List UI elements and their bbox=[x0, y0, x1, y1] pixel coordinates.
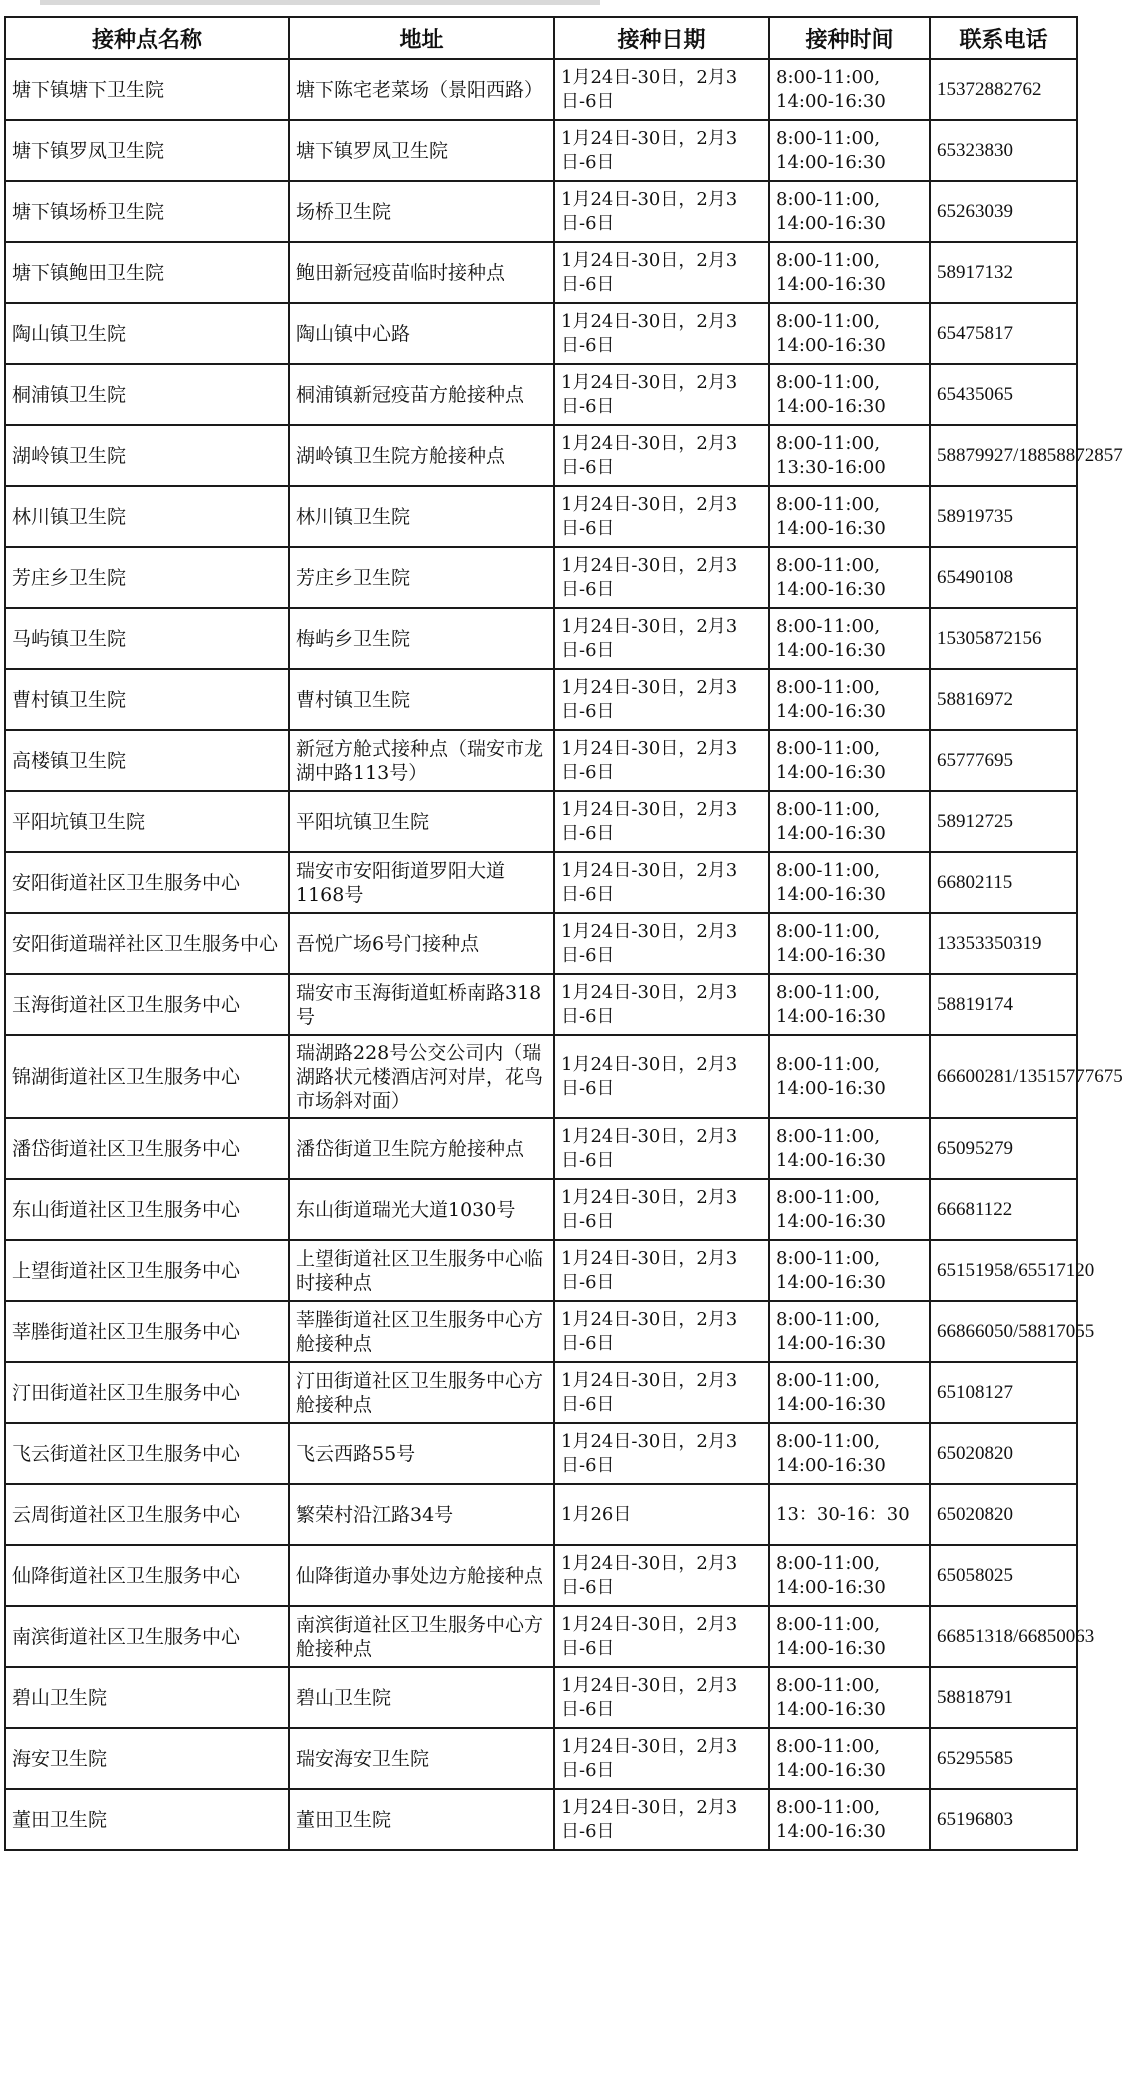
table-row bbox=[5, 1423, 1077, 1484]
table-row bbox=[5, 120, 1077, 181]
site-name-cell: 海安卫生院 bbox=[5, 1728, 289, 1789]
time-cell: 8:00-11:00, 14:00-16:30 bbox=[769, 791, 930, 852]
phone-cell: 65777695 bbox=[930, 730, 1077, 791]
site-name-cell: 马屿镇卫生院 bbox=[5, 608, 289, 669]
time-cell: 8:00-11:00, 14:00-16:30 bbox=[769, 669, 930, 730]
cropped-title-remnant bbox=[40, 0, 600, 5]
time-cell: 8:00-11:00, 14:00-16:30 bbox=[769, 852, 930, 913]
address-cell: 董田卫生院 bbox=[289, 1789, 554, 1850]
table-row bbox=[5, 791, 1077, 852]
phone-cell: 58917132 bbox=[930, 242, 1077, 303]
date-cell: 1月24日-30日，2月3日-6日 bbox=[554, 730, 769, 791]
site-name-cell: 芳庄乡卫生院 bbox=[5, 547, 289, 608]
time-cell: 8:00-11:00, 14:00-16:30 bbox=[769, 303, 930, 364]
time-cell: 8:00-11:00, 14:00-16:30 bbox=[769, 547, 930, 608]
site-name-cell: 陶山镇卫生院 bbox=[5, 303, 289, 364]
address-cell: 桐浦镇新冠疫苗方舱接种点 bbox=[289, 364, 554, 425]
table-row bbox=[5, 913, 1077, 974]
time-cell: 8:00-11:00, 14:00-16:30 bbox=[769, 974, 930, 1035]
address-cell: 上望街道社区卫生服务中心临时接种点 bbox=[289, 1240, 554, 1301]
site-name-cell: 东山街道社区卫生服务中心 bbox=[5, 1179, 289, 1240]
time-cell: 8:00-11:00, 14:00-16:30 bbox=[769, 1423, 930, 1484]
address-cell: 汀田街道社区卫生服务中心方舱接种点 bbox=[289, 1362, 554, 1423]
date-cell: 1月24日-30日，2月3日-6日 bbox=[554, 425, 769, 486]
phone-cell: 65020820 bbox=[930, 1423, 1077, 1484]
table-row bbox=[5, 1545, 1077, 1606]
date-cell: 1月24日-30日，2月3日-6日 bbox=[554, 364, 769, 425]
phone-cell: 15305872156 bbox=[930, 608, 1077, 669]
date-cell: 1月24日-30日，2月3日-6日 bbox=[554, 1362, 769, 1423]
phone-cell: 58879927/18858872857 bbox=[930, 425, 1077, 486]
date-cell: 1月24日-30日，2月3日-6日 bbox=[554, 59, 769, 120]
date-cell: 1月24日-30日，2月3日-6日 bbox=[554, 1728, 769, 1789]
date-cell: 1月24日-30日，2月3日-6日 bbox=[554, 242, 769, 303]
time-cell: 8:00-11:00, 14:00-16:30 bbox=[769, 1362, 930, 1423]
phone-cell: 65108127 bbox=[930, 1362, 1077, 1423]
date-cell: 1月24日-30日，2月3日-6日 bbox=[554, 1035, 769, 1118]
header-time: 接种时间 bbox=[769, 17, 930, 59]
phone-cell: 58818791 bbox=[930, 1667, 1077, 1728]
phone-cell: 65020820 bbox=[930, 1484, 1077, 1545]
site-name-cell: 桐浦镇卫生院 bbox=[5, 364, 289, 425]
time-cell: 8:00-11:00, 14:00-16:30 bbox=[769, 1606, 930, 1667]
phone-cell: 15372882762 bbox=[930, 59, 1077, 120]
address-cell: 塘下陈宅老菜场（景阳西路） bbox=[289, 59, 554, 120]
date-cell: 1月24日-30日，2月3日-6日 bbox=[554, 1240, 769, 1301]
table-row bbox=[5, 1606, 1077, 1667]
date-cell: 1月24日-30日，2月3日-6日 bbox=[554, 303, 769, 364]
table-row bbox=[5, 852, 1077, 913]
table-row bbox=[5, 1789, 1077, 1850]
phone-cell: 65490108 bbox=[930, 547, 1077, 608]
time-cell: 8:00-11:00, 14:00-16:30 bbox=[769, 1301, 930, 1362]
phone-cell: 58819174 bbox=[930, 974, 1077, 1035]
address-cell: 仙降街道办事处边方舱接种点 bbox=[289, 1545, 554, 1606]
site-name-cell: 安阳街道社区卫生服务中心 bbox=[5, 852, 289, 913]
site-name-cell: 湖岭镇卫生院 bbox=[5, 425, 289, 486]
time-cell: 8:00-11:00, 14:00-16:30 bbox=[769, 364, 930, 425]
table-row bbox=[5, 669, 1077, 730]
time-cell: 13：30-16：30 bbox=[769, 1484, 930, 1545]
address-cell: 曹村镇卫生院 bbox=[289, 669, 554, 730]
date-cell: 1月24日-30日，2月3日-6日 bbox=[554, 1179, 769, 1240]
time-cell: 8:00-11:00, 14:00-16:30 bbox=[769, 59, 930, 120]
phone-cell: 66802115 bbox=[930, 852, 1077, 913]
site-name-cell: 塘下镇罗凤卫生院 bbox=[5, 120, 289, 181]
phone-cell: 65323830 bbox=[930, 120, 1077, 181]
date-cell: 1月24日-30日，2月3日-6日 bbox=[554, 669, 769, 730]
address-cell: 东山街道瑞光大道1030号 bbox=[289, 1179, 554, 1240]
site-name-cell: 碧山卫生院 bbox=[5, 1667, 289, 1728]
phone-cell: 58912725 bbox=[930, 791, 1077, 852]
phone-cell: 66681122 bbox=[930, 1179, 1077, 1240]
phone-cell: 65095279 bbox=[930, 1118, 1077, 1179]
site-name-cell: 莘塍街道社区卫生服务中心 bbox=[5, 1301, 289, 1362]
time-cell: 8:00-11:00, 14:00-16:30 bbox=[769, 181, 930, 242]
header-phone: 联系电话 bbox=[930, 17, 1077, 59]
date-cell: 1月24日-30日，2月3日-6日 bbox=[554, 608, 769, 669]
time-cell: 8:00-11:00, 14:00-16:30 bbox=[769, 913, 930, 974]
phone-cell: 58919735 bbox=[930, 486, 1077, 547]
phone-cell: 65196803 bbox=[930, 1789, 1077, 1850]
address-cell: 塘下镇罗凤卫生院 bbox=[289, 120, 554, 181]
site-name-cell: 汀田街道社区卫生服务中心 bbox=[5, 1362, 289, 1423]
address-cell: 鲍田新冠疫苗临时接种点 bbox=[289, 242, 554, 303]
site-name-cell: 高楼镇卫生院 bbox=[5, 730, 289, 791]
time-cell: 8:00-11:00, 14:00-16:30 bbox=[769, 1179, 930, 1240]
time-cell: 8:00-11:00, 14:00-16:30 bbox=[769, 1240, 930, 1301]
address-cell: 碧山卫生院 bbox=[289, 1667, 554, 1728]
time-cell: 8:00-11:00, 14:00-16:30 bbox=[769, 1035, 930, 1118]
date-cell: 1月24日-30日，2月3日-6日 bbox=[554, 547, 769, 608]
header-site-name: 接种点名称 bbox=[5, 17, 289, 59]
table-row bbox=[5, 547, 1077, 608]
time-cell: 8:00-11:00, 14:00-16:30 bbox=[769, 1728, 930, 1789]
time-cell: 8:00-11:00, 14:00-16:30 bbox=[769, 120, 930, 181]
site-name-cell: 仙降街道社区卫生服务中心 bbox=[5, 1545, 289, 1606]
time-cell: 8:00-11:00, 14:00-16:30 bbox=[769, 1789, 930, 1850]
date-cell: 1月24日-30日，2月3日-6日 bbox=[554, 1606, 769, 1667]
date-cell: 1月24日-30日，2月3日-6日 bbox=[554, 1423, 769, 1484]
vaccination-sites-table bbox=[4, 16, 1123, 1851]
table-row bbox=[5, 425, 1077, 486]
table-row bbox=[5, 974, 1077, 1035]
date-cell: 1月24日-30日，2月3日-6日 bbox=[554, 1667, 769, 1728]
table-row bbox=[5, 486, 1077, 547]
date-cell: 1月24日-30日，2月3日-6日 bbox=[554, 1118, 769, 1179]
site-name-cell: 潘岱街道社区卫生服务中心 bbox=[5, 1118, 289, 1179]
time-cell: 8:00-11:00, 14:00-16:30 bbox=[769, 1667, 930, 1728]
address-cell: 南滨街道社区卫生服务中心方舱接种点 bbox=[289, 1606, 554, 1667]
site-name-cell: 安阳街道瑞祥社区卫生服务中心 bbox=[5, 913, 289, 974]
site-name-cell: 林川镇卫生院 bbox=[5, 486, 289, 547]
address-cell: 湖岭镇卫生院方舱接种点 bbox=[289, 425, 554, 486]
time-cell: 8:00-11:00, 14:00-16:30 bbox=[769, 486, 930, 547]
address-cell: 芳庄乡卫生院 bbox=[289, 547, 554, 608]
header-date: 接种日期 bbox=[554, 17, 769, 59]
table-row bbox=[5, 1240, 1077, 1301]
table-row bbox=[5, 608, 1077, 669]
date-cell: 1月24日-30日，2月3日-6日 bbox=[554, 974, 769, 1035]
date-cell: 1月24日-30日，2月3日-6日 bbox=[554, 791, 769, 852]
time-cell: 8:00-11:00, 14:00-16:30 bbox=[769, 730, 930, 791]
address-cell: 瑞安市玉海街道虹桥南路318号 bbox=[289, 974, 554, 1035]
time-cell: 8:00-11:00, 14:00-16:30 bbox=[769, 1118, 930, 1179]
table-row bbox=[5, 364, 1077, 425]
address-cell: 吾悦广场6号门接种点 bbox=[289, 913, 554, 974]
phone-cell: 13353350319 bbox=[930, 913, 1077, 974]
address-cell: 潘岱街道卫生院方舱接种点 bbox=[289, 1118, 554, 1179]
table-row bbox=[5, 59, 1077, 120]
address-cell: 飞云西路55号 bbox=[289, 1423, 554, 1484]
date-cell: 1月24日-30日，2月3日-6日 bbox=[554, 913, 769, 974]
date-cell: 1月24日-30日，2月3日-6日 bbox=[554, 1789, 769, 1850]
address-cell: 繁荣村沿江路34号 bbox=[289, 1484, 554, 1545]
table-row bbox=[5, 1179, 1077, 1240]
site-name-cell: 平阳坑镇卫生院 bbox=[5, 791, 289, 852]
site-name-cell: 塘下镇鲍田卫生院 bbox=[5, 242, 289, 303]
time-cell: 8:00-11:00, 14:00-16:30 bbox=[769, 1545, 930, 1606]
address-cell: 梅屿乡卫生院 bbox=[289, 608, 554, 669]
table-row bbox=[5, 181, 1077, 242]
phone-cell: 65295585 bbox=[930, 1728, 1077, 1789]
address-cell: 林川镇卫生院 bbox=[289, 486, 554, 547]
vaccination-sites-table-container bbox=[4, 16, 1123, 1851]
site-name-cell: 云周街道社区卫生服务中心 bbox=[5, 1484, 289, 1545]
date-cell: 1月24日-30日，2月3日-6日 bbox=[554, 1545, 769, 1606]
site-name-cell: 塘下镇塘下卫生院 bbox=[5, 59, 289, 120]
site-name-cell: 董田卫生院 bbox=[5, 1789, 289, 1850]
date-cell: 1月24日-30日，2月3日-6日 bbox=[554, 486, 769, 547]
table-row bbox=[5, 730, 1077, 791]
phone-cell: 66851318/66850063 bbox=[930, 1606, 1077, 1667]
phone-cell: 65435065 bbox=[930, 364, 1077, 425]
date-cell: 1月24日-30日，2月3日-6日 bbox=[554, 852, 769, 913]
time-cell: 8:00-11:00, 14:00-16:30 bbox=[769, 242, 930, 303]
table-row bbox=[5, 1118, 1077, 1179]
table-row bbox=[5, 303, 1077, 364]
site-name-cell: 飞云街道社区卫生服务中心 bbox=[5, 1423, 289, 1484]
table-row bbox=[5, 1035, 1077, 1118]
address-cell: 莘塍街道社区卫生服务中心方舱接种点 bbox=[289, 1301, 554, 1362]
address-cell: 场桥卫生院 bbox=[289, 181, 554, 242]
table-header bbox=[5, 17, 1077, 59]
site-name-cell: 上望街道社区卫生服务中心 bbox=[5, 1240, 289, 1301]
date-cell: 1月24日-30日，2月3日-6日 bbox=[554, 120, 769, 181]
address-cell: 瑞湖路228号公交公司内（瑞湖路状元楼酒店河对岸，花鸟市场斜对面） bbox=[289, 1035, 554, 1118]
table-body bbox=[5, 59, 1123, 1850]
header-address: 地址 bbox=[289, 17, 554, 59]
site-name-cell: 玉海街道社区卫生服务中心 bbox=[5, 974, 289, 1035]
phone-cell: 66600281/13515777675 bbox=[930, 1035, 1077, 1118]
site-name-cell: 南滨街道社区卫生服务中心 bbox=[5, 1606, 289, 1667]
site-name-cell: 曹村镇卫生院 bbox=[5, 669, 289, 730]
phone-cell: 58816972 bbox=[930, 669, 1077, 730]
phone-cell: 65475817 bbox=[930, 303, 1077, 364]
address-cell: 瑞安海安卫生院 bbox=[289, 1728, 554, 1789]
top-strip bbox=[0, 0, 1080, 14]
table-row bbox=[5, 1301, 1077, 1362]
table-row bbox=[5, 1667, 1077, 1728]
phone-cell: 65263039 bbox=[930, 181, 1077, 242]
time-cell: 8:00-11:00, 14:00-16:30 bbox=[769, 608, 930, 669]
time-cell: 8:00-11:00, 13:30-16:00 bbox=[769, 425, 930, 486]
date-cell: 1月24日-30日，2月3日-6日 bbox=[554, 181, 769, 242]
table-row bbox=[5, 242, 1077, 303]
table-row bbox=[5, 1484, 1077, 1545]
table-row bbox=[5, 1362, 1077, 1423]
table-row bbox=[5, 1728, 1077, 1789]
phone-cell: 66866050/58817055 bbox=[930, 1301, 1077, 1362]
phone-cell: 65151958/65517120 bbox=[930, 1240, 1077, 1301]
site-name-cell: 塘下镇场桥卫生院 bbox=[5, 181, 289, 242]
site-name-cell: 锦湖街道社区卫生服务中心 bbox=[5, 1035, 289, 1118]
address-cell: 新冠方舱式接种点（瑞安市龙湖中路113号） bbox=[289, 730, 554, 791]
header-row bbox=[5, 17, 1077, 59]
date-cell: 1月24日-30日，2月3日-6日 bbox=[554, 1301, 769, 1362]
address-cell: 平阳坑镇卫生院 bbox=[289, 791, 554, 852]
address-cell: 瑞安市安阳街道罗阳大道1168号 bbox=[289, 852, 554, 913]
phone-cell: 65058025 bbox=[930, 1545, 1077, 1606]
address-cell: 陶山镇中心路 bbox=[289, 303, 554, 364]
date-cell: 1月26日 bbox=[554, 1484, 769, 1545]
